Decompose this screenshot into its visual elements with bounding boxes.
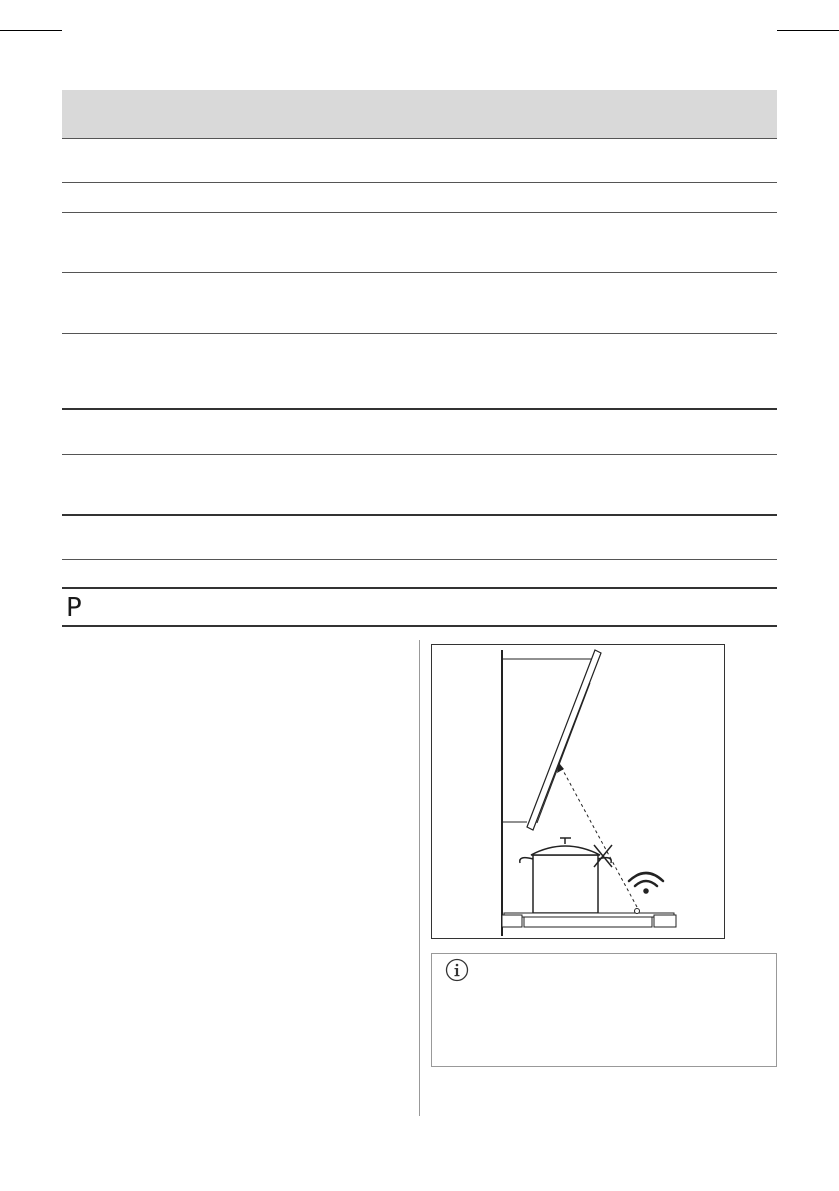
table-row-p [62,589,777,627]
table-row [62,455,777,516]
info-icon [445,958,469,987]
specification-table [62,90,777,627]
table-row [62,560,777,589]
crop-mark-top-right [777,30,839,31]
crop-mark-top-left [0,30,62,31]
column-divider [419,640,420,1116]
table-row [62,139,777,183]
info-note-box [431,953,777,1067]
table-row [62,213,777,273]
hood-panel-edge [537,683,590,823]
table-row [62,410,777,455]
table-header [62,90,777,139]
table-row [62,516,777,560]
prefix-letter: P [66,593,82,623]
table-row [62,273,777,334]
table-row [62,183,777,213]
cooktop-hood-diagram [431,644,725,939]
hood-panel [527,650,601,830]
table-row [62,334,777,410]
wireless-signal-icon [629,873,663,893]
